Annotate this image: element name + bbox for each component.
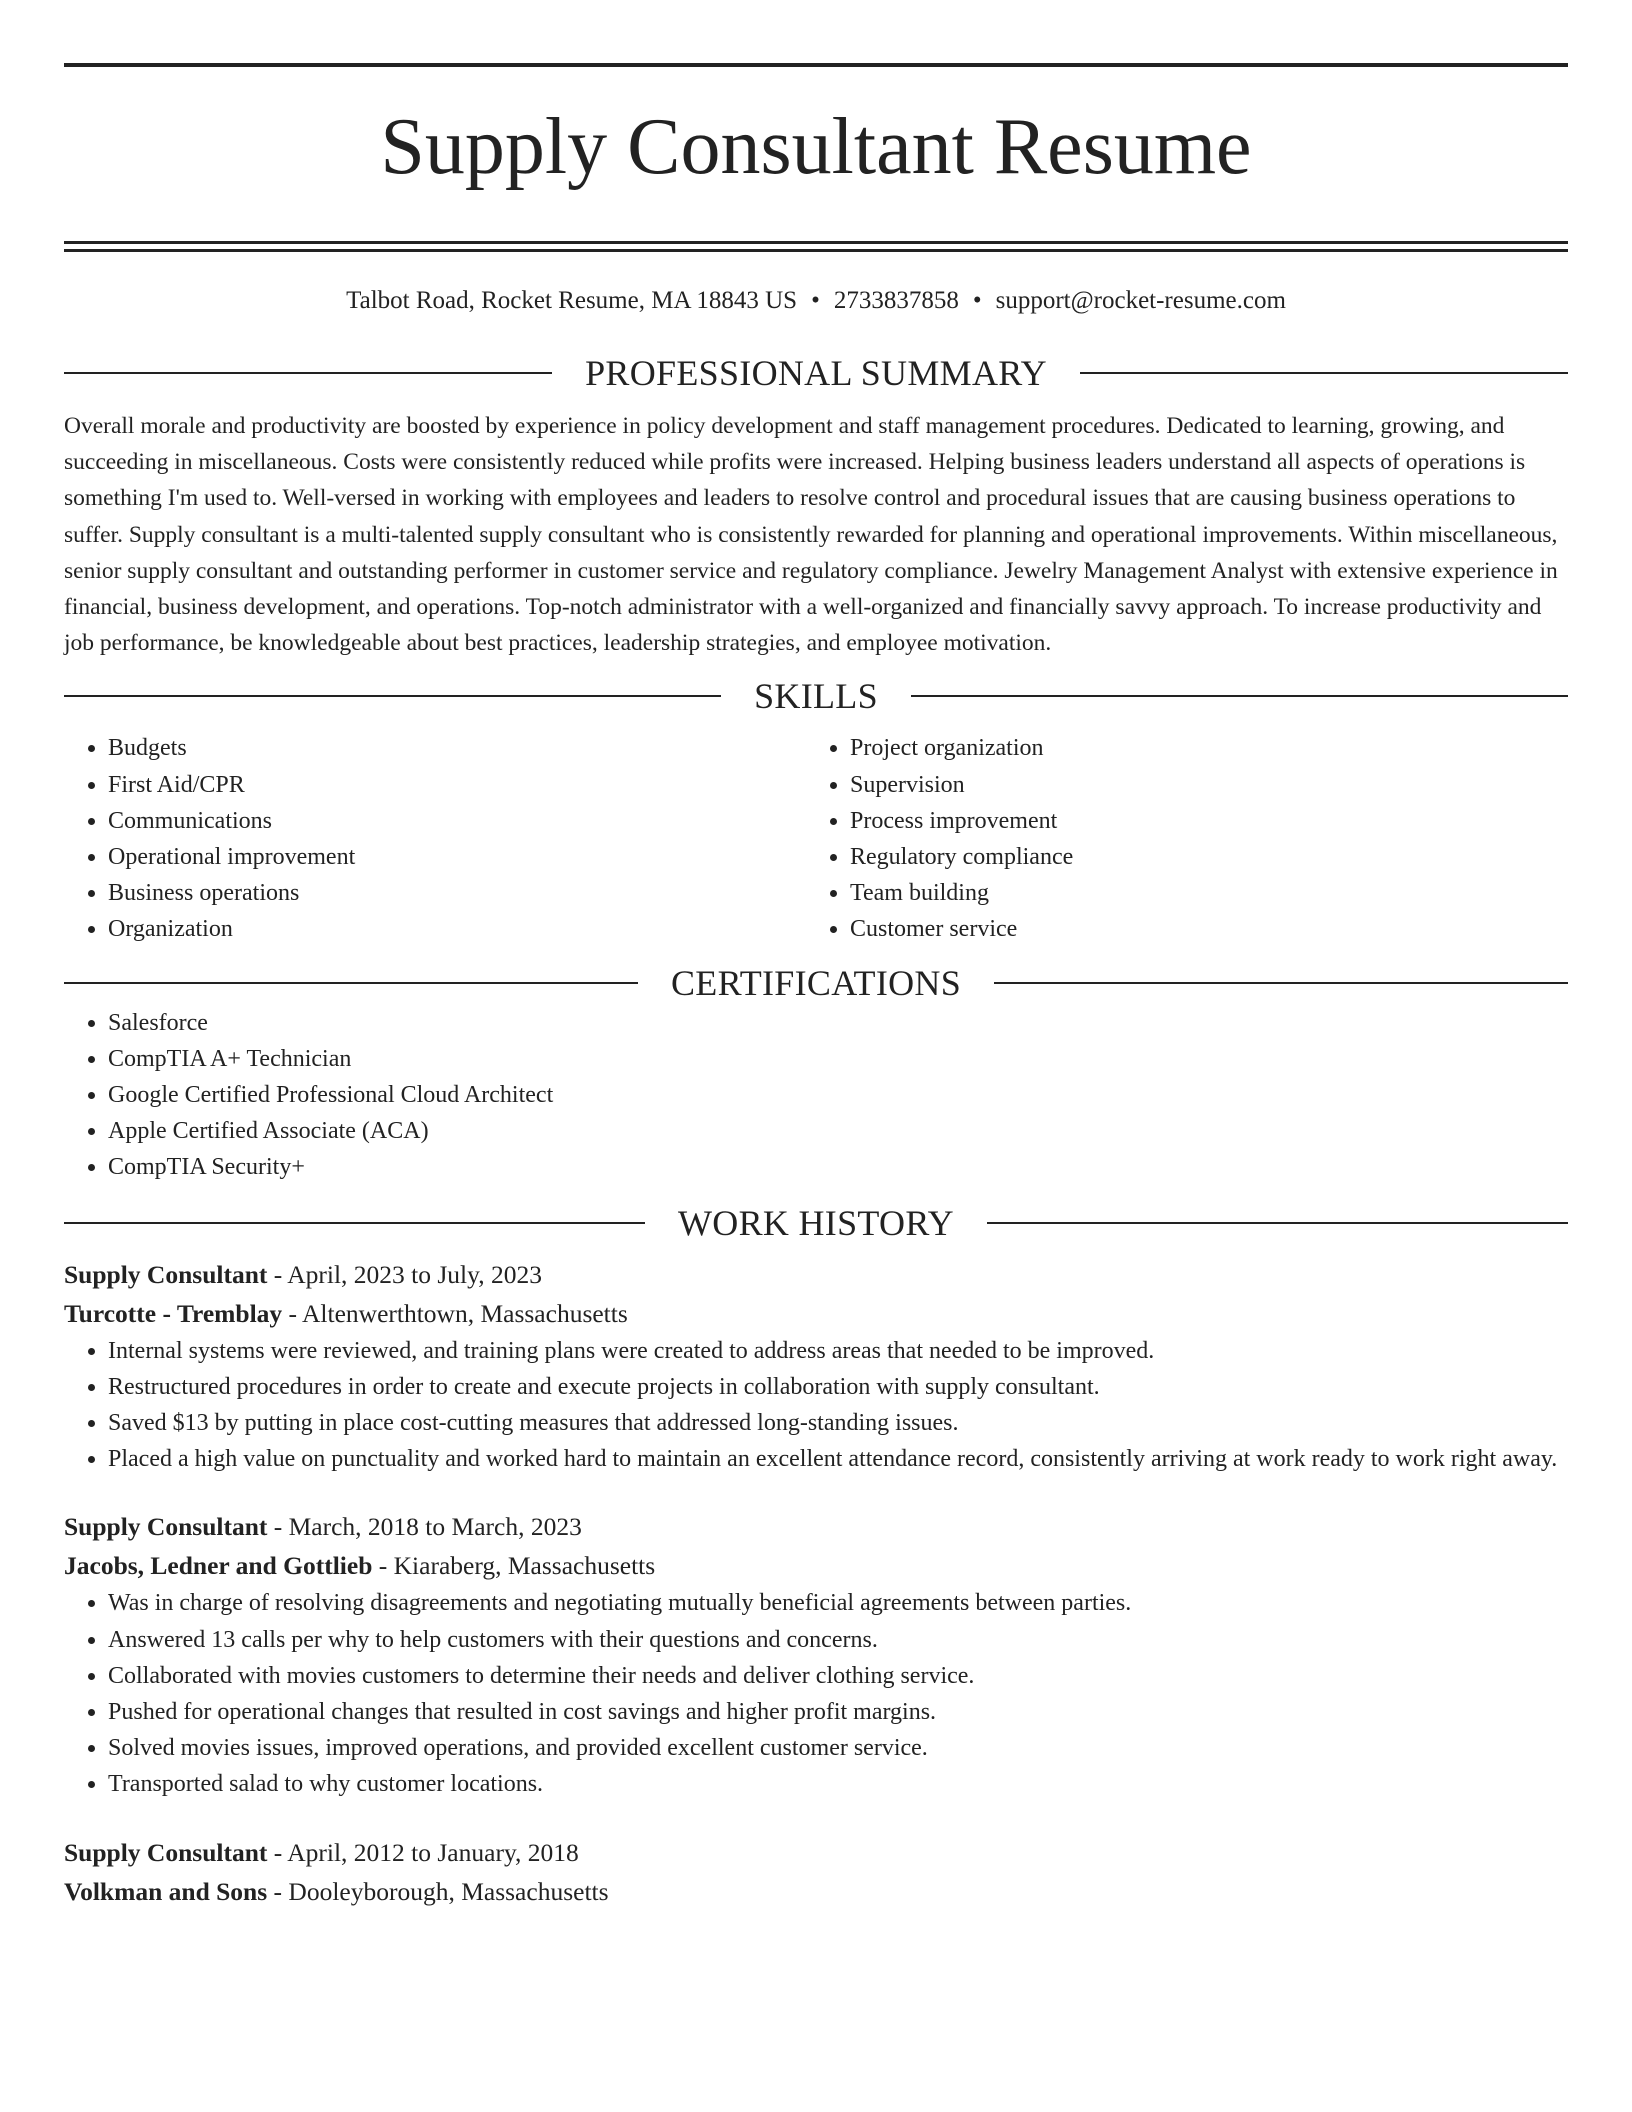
summary-section-heading — [64, 351, 1568, 395]
heading-rule-left — [64, 372, 552, 374]
skill-item: • Regulatory compliance — [850, 839, 1548, 875]
certification-item: • Salesforce — [108, 1005, 1568, 1041]
job-duty-item: • Pushed for operational changes that resulted in cost savings and higher profit margins. — [108, 1694, 1568, 1730]
job-dates: - April, 2012 to January, 2018 — [267, 1837, 579, 1867]
job-location: - Dooleyborough, Massachusetts — [267, 1876, 609, 1906]
job-location: - Kiaraberg, Massachusetts — [372, 1551, 656, 1581]
certifications-heading: CERTIFICATIONS — [670, 962, 962, 1003]
summary-heading: PROFESSIONAL SUMMARY — [585, 353, 1047, 393]
job-location: - Altenwerthtown, Massachusetts — [282, 1298, 628, 1328]
job-title-line — [64, 1507, 1568, 1546]
certification-item: • CompTIA A+ Technician — [108, 1041, 1568, 1077]
heading-rule-left — [64, 1222, 645, 1224]
job-company: Jacobs, Ledner and Gottlieb — [64, 1551, 373, 1581]
skill-item: • Supervision — [850, 767, 1548, 803]
top-rule — [64, 63, 1568, 67]
job-entry — [64, 1507, 1568, 1802]
contact-line — [64, 284, 1568, 318]
skills-heading: SKILLS — [754, 676, 878, 717]
job-dates: - March, 2018 to March, 2023 — [267, 1512, 582, 1542]
contact-address: Talbot Road, Rocket Resume, MA 18843 US — [346, 287, 798, 314]
job-duty-item: • Answered 13 calls per why to help customers with their questions and concerns. — [108, 1622, 1568, 1658]
job-duty-item: • Saved $13 by putting in place cost-cutting measures that addressed long-standing issues. — [108, 1405, 1568, 1441]
heading-rule-right — [994, 982, 1568, 984]
job-company-line — [64, 1872, 1568, 1911]
job-company: Turcotte - Tremblay — [64, 1298, 283, 1328]
heading-rule-right — [911, 695, 1568, 697]
heading-rule-left — [64, 982, 638, 984]
job-company-line — [64, 1294, 1568, 1333]
certification-item: • Google Certified Professional Cloud Architect — [108, 1077, 1568, 1113]
job-duties-list — [64, 1585, 1568, 1802]
skill-item: • Budgets — [108, 730, 806, 766]
certification-item: • CompTIA Security+ — [108, 1149, 1568, 1185]
job-duties-list — [64, 1333, 1568, 1478]
job-duty-item: • Internal systems were reviewed, and training plans were created to address areas that needed to be improved. — [108, 1333, 1568, 1369]
heading-rule-right — [987, 1222, 1568, 1224]
skill-item: • Operational improvement — [108, 839, 806, 875]
skill-item: • Business operations — [108, 875, 806, 911]
heading-rule-right — [1080, 372, 1568, 374]
job-entry — [64, 1255, 1568, 1478]
job-duty-item: • Collaborated with movies customers to determine their needs and deliver clothing service. — [108, 1658, 1568, 1694]
work-history-heading: WORK HISTORY — [678, 1202, 954, 1243]
skill-item: • Project organization — [850, 730, 1548, 766]
summary-paragraph: Overall morale and productivity are boosted by experience in policy development and staff management procedures. Dedicated to learning, growing, and succeeding in miscellaneous. Costs were consistently reduced while profits were increased. Helping business leaders understand all aspects of operations is something I'm used to. Well-versed in working with employees and leaders to resolve control and procedural issues that are causing business operations to suffer. Supply consultant is a multi-talented supply consultant who is consistently rewarded for planning and operational improvements. Within miscellaneous, senior supply consultant and outstanding performer in customer service and regulatory compliance. Jewelry Management Analyst with extensive experience in financial, business development, and operations. Top-notch administrator with a well-organized and financially savvy approach. To increase productivity and job performance, be knowledgeable about best practices, leadership strategies, and employee motivation. — [64, 413, 1558, 657]
certifications-section-heading — [64, 961, 1568, 1005]
job-title: Supply Consultant — [64, 1837, 268, 1867]
job-entry — [64, 1833, 1568, 1911]
resume-title: Supply Consultant Resume — [380, 103, 1252, 191]
job-duty-item: • Was in charge of resolving disagreements and negotiating mutually beneficial agreements between parties. — [108, 1585, 1568, 1621]
skill-item: • Customer service — [850, 911, 1548, 947]
certifications-list — [64, 1005, 1568, 1186]
job-duty-item: • Placed a high value on punctuality and worked hard to maintain an excellent attendance record, consistently arriving at work ready to work right away. — [108, 1441, 1568, 1477]
skills-list — [64, 730, 1568, 947]
skills-column-right — [806, 730, 1548, 947]
heading-rule-left — [64, 695, 721, 697]
skill-item: • First Aid/CPR — [108, 767, 806, 803]
job-duty-item: • Restructured procedures in order to create and execute projects in collaboration with supply consultant. — [108, 1369, 1568, 1405]
job-title-line — [64, 1833, 1568, 1872]
job-company: Volkman and Sons — [64, 1876, 268, 1906]
job-title: Supply Consultant — [64, 1512, 268, 1542]
job-title-line — [64, 1255, 1568, 1294]
skill-item: • Communications — [108, 803, 806, 839]
skill-item: • Team building — [850, 875, 1548, 911]
job-duty-item: • Transported salad to why customer locations. — [108, 1766, 1568, 1802]
skills-column-left — [64, 730, 806, 947]
contact-email: support@rocket-resume.com — [995, 287, 1286, 314]
certification-item: • Apple Certified Associate (ACA) — [108, 1113, 1568, 1149]
skills-section-heading — [64, 674, 1568, 718]
title-double-rule — [64, 241, 1568, 252]
contact-phone: 2733837858 — [833, 287, 959, 314]
work-history-section-heading — [64, 1201, 1568, 1245]
skill-item: • Process improvement — [850, 803, 1548, 839]
job-duty-item: • Solved movies issues, improved operations, and provided excellent customer service. — [108, 1730, 1568, 1766]
job-title: Supply Consultant — [64, 1259, 268, 1289]
contact-separator: • — [972, 287, 982, 314]
skill-item: • Organization — [108, 911, 806, 947]
job-company-line — [64, 1546, 1568, 1585]
job-dates: - April, 2023 to July, 2023 — [267, 1259, 542, 1289]
contact-separator: • — [811, 287, 820, 314]
